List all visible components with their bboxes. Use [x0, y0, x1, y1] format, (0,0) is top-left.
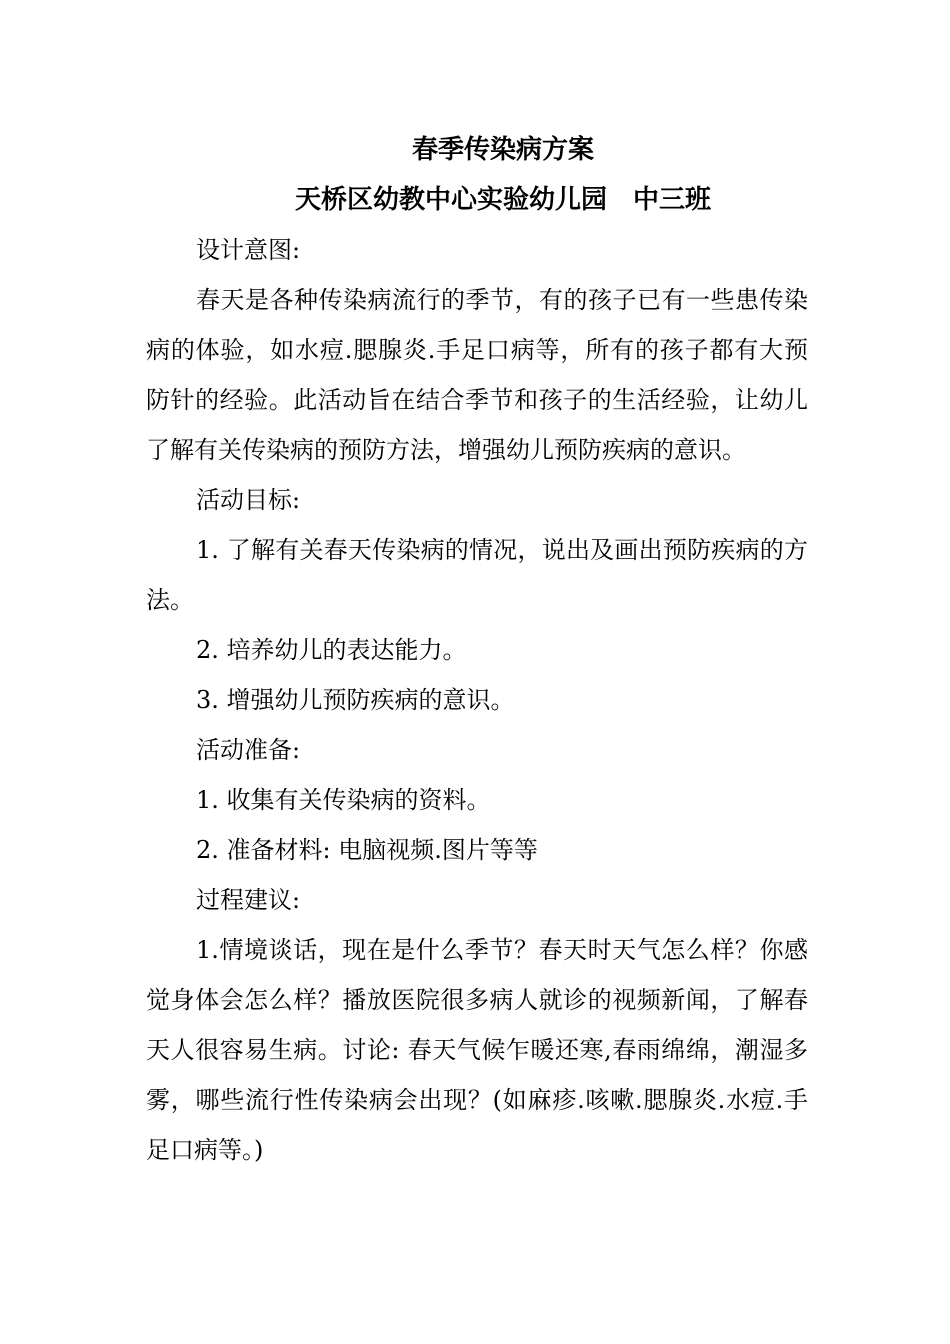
preparation-item: 2. 准备材料: 电脑视频.图片等等	[196, 836, 538, 864]
design-intent-heading: 设计意图:	[196, 236, 301, 264]
process-item: 1.情境谈话，现在是什么季节？春天时天气怎么样？你感觉身体会怎么样？播放医院很多病人就诊的视频新闻，了解春天人很容易生病。讨论: 春天气候乍暖还寒,春雨绵绵，潮湿多雾，哪些流行性传染病会出现？(如麻疹.咳嗽.腮腺炎.水痘.手足口病等。)	[146, 936, 808, 1164]
preparation-heading: 活动准备:	[196, 736, 301, 764]
goal-item: 2. 培养幼儿的表达能力。	[196, 636, 467, 664]
process-heading: 过程建议:	[196, 886, 301, 914]
goal-item: 1. 了解有关春天传染病的情况，说出及画出预防疾病的方法。	[146, 536, 808, 614]
design-intent-paragraph: 春天是各种传染病流行的季节，有的孩子已有一些患传染病的体验，如水痘.腮腺炎.手足口病等，所有的孩子都有大预防针的经验。此活动旨在结合季节和孩子的生活经验，让幼儿了解有关传染病的预防方法，增强幼儿预防疾病的意识。	[146, 286, 808, 464]
goal-item: 3. 增强幼儿预防疾病的意识。	[196, 686, 515, 714]
goals-heading: 活动目标:	[196, 486, 301, 514]
document-subtitle: 天桥区幼教中心实验幼儿园 中三班	[294, 185, 711, 215]
document-title: 春季传染病方案	[411, 135, 594, 165]
document-body	[146, 225, 808, 1175]
preparation-item: 1. 收集有关传染病的资料。	[196, 786, 491, 814]
